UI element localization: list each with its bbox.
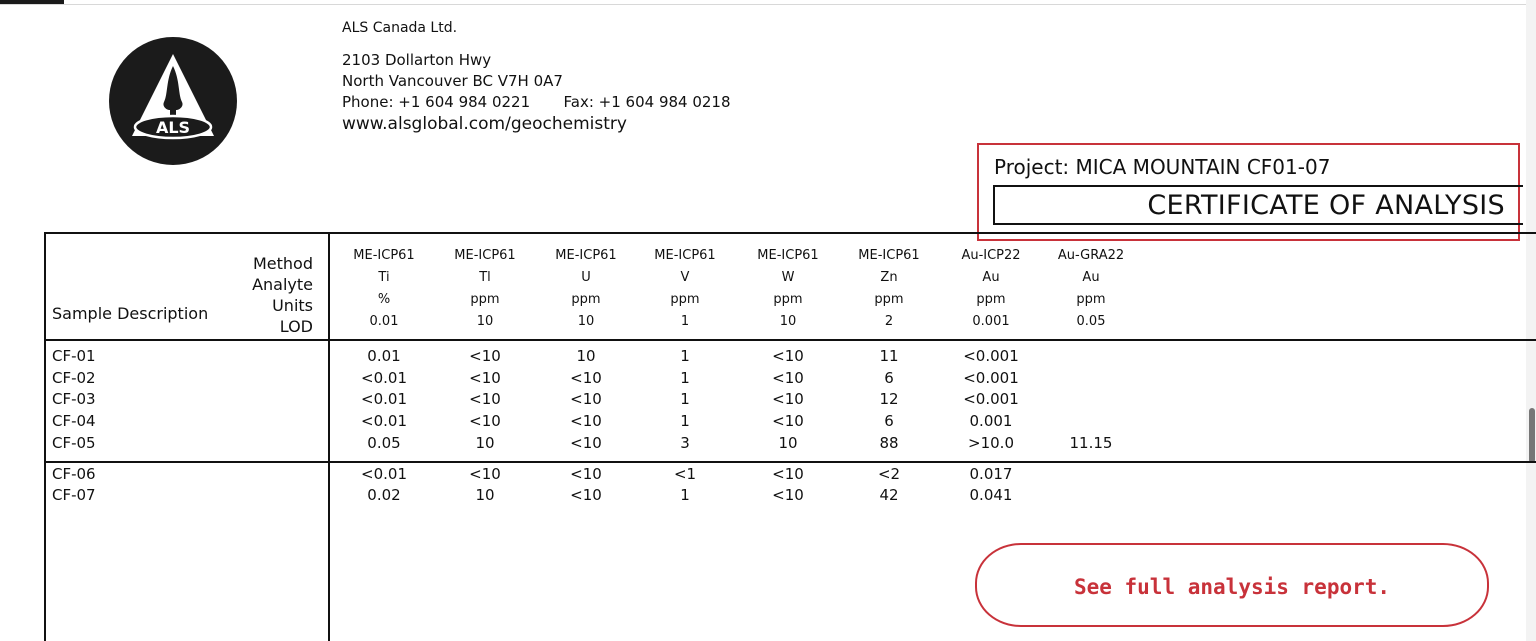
- column-analyte: Au: [982, 270, 1000, 285]
- table-cell: <10: [469, 347, 501, 365]
- table-cell: 1: [680, 390, 690, 408]
- table-cell: <10: [469, 412, 501, 430]
- see-full-report-note: See full analysis report.: [1073, 575, 1391, 599]
- table-cell: 1: [680, 486, 690, 504]
- certificate-title-box: [993, 185, 1523, 225]
- table-cell: <10: [570, 486, 602, 504]
- company-street: 2103 Dollarton Hwy: [342, 51, 492, 69]
- table-cell: 11.15: [1069, 434, 1113, 452]
- column-analyte: W: [781, 270, 795, 285]
- table-cell: <10: [469, 369, 501, 387]
- table-cell: <10: [772, 347, 804, 365]
- table-cell: 11: [879, 347, 899, 365]
- column-lod: 0.01: [369, 314, 399, 329]
- table-cell: 3: [680, 434, 690, 452]
- project-name: Project: MICA MOUNTAIN CF01-07: [994, 155, 1331, 179]
- table-cell: 0.01: [367, 347, 401, 365]
- top-divider: [0, 4, 1536, 5]
- column-analyte: Au: [1082, 270, 1100, 285]
- table-cell: <0.01: [361, 465, 407, 483]
- table-cell: 10: [475, 434, 495, 452]
- column-units: %: [377, 292, 391, 307]
- table-border-left: [44, 232, 46, 641]
- table-cell: <10: [570, 434, 602, 452]
- table-cell: <0.001: [963, 369, 1019, 387]
- table-column-divider: [328, 232, 330, 641]
- table-cell: <10: [772, 465, 804, 483]
- column-units: ppm: [976, 292, 1006, 307]
- column-method: ME-ICP61: [858, 248, 920, 263]
- certificate-title: CERTIFICATE OF ANALYSIS: [1147, 190, 1505, 221]
- company-website[interactable]: www.alsglobal.com/geochemistry: [342, 114, 627, 134]
- table-cell: 1: [680, 347, 690, 365]
- table-cell: <10: [570, 369, 602, 387]
- table-cell: 0.041: [969, 486, 1013, 504]
- column-method: ME-ICP61: [454, 248, 516, 263]
- column-analyte: V: [680, 270, 690, 285]
- table-cell: 42: [879, 486, 899, 504]
- company-fax: Fax: +1 604 984 0218: [563, 93, 731, 111]
- sample-id: CF-06: [52, 465, 96, 483]
- table-cell: <10: [570, 412, 602, 430]
- company-name: ALS Canada Ltd.: [342, 20, 458, 36]
- table-cell: <1: [673, 465, 697, 483]
- column-lod: 1: [680, 314, 690, 329]
- sample-id: CF-05: [52, 434, 96, 452]
- column-units: ppm: [571, 292, 601, 307]
- analyte-label: Analyte: [252, 275, 313, 294]
- sample-id: CF-07: [52, 486, 96, 504]
- table-cell: <10: [772, 390, 804, 408]
- column-lod: 2: [884, 314, 894, 329]
- table-cell: <0.001: [963, 390, 1019, 408]
- sample-id: CF-04: [52, 412, 96, 430]
- company-phone: Phone: +1 604 984 0221: [342, 93, 531, 111]
- table-cell: <10: [469, 390, 501, 408]
- column-method: ME-ICP61: [654, 248, 716, 263]
- table-cell: <10: [570, 465, 602, 483]
- table-cell: <10: [469, 465, 501, 483]
- company-contact: [342, 93, 731, 111]
- table-cell: <0.01: [361, 412, 407, 430]
- sample-id: CF-02: [52, 369, 96, 387]
- scrollbar-thumb[interactable]: [1529, 408, 1535, 463]
- column-lod: 0.001: [972, 314, 1010, 329]
- table-cell: 6: [884, 369, 894, 387]
- table-cell: 6: [884, 412, 894, 430]
- table-cell: 10: [576, 347, 596, 365]
- column-method: ME-ICP61: [757, 248, 819, 263]
- company-city: North Vancouver BC V7H 0A7: [342, 72, 563, 90]
- column-method: ME-ICP61: [555, 248, 617, 263]
- lod-label: LOD: [279, 317, 313, 336]
- logo-text: ALS: [155, 118, 191, 137]
- table-cell: <10: [772, 369, 804, 387]
- sample-id: CF-03: [52, 390, 96, 408]
- table-cell: <0.01: [361, 369, 407, 387]
- column-units: ppm: [470, 292, 500, 307]
- column-units: ppm: [670, 292, 700, 307]
- table-cell: 10: [778, 434, 798, 452]
- column-lod: 0.05: [1076, 314, 1106, 329]
- table-cell: 0.001: [969, 412, 1013, 430]
- table-cell: <10: [570, 390, 602, 408]
- table-cell: <2: [877, 465, 901, 483]
- column-lod: 10: [577, 314, 595, 329]
- table-cell: <0.001: [963, 347, 1019, 365]
- table-cell: 12: [879, 390, 899, 408]
- method-label: Method: [252, 254, 313, 273]
- column-units: ppm: [874, 292, 904, 307]
- column-units: ppm: [773, 292, 803, 307]
- column-analyte: Ti: [378, 270, 390, 285]
- sample-description-header: Sample Description: [52, 304, 209, 323]
- table-cell: 88: [879, 434, 899, 452]
- table-cell: <10: [772, 412, 804, 430]
- scrollbar-track[interactable]: [1526, 0, 1536, 641]
- table-cell: 0.02: [367, 486, 401, 504]
- table-cell: >10.0: [968, 434, 1014, 452]
- column-lod: 10: [779, 314, 797, 329]
- table-cell: <0.01: [361, 390, 407, 408]
- column-analyte: Zn: [880, 270, 898, 285]
- column-method: ME-ICP61: [353, 248, 415, 263]
- table-cell: <10: [772, 486, 804, 504]
- column-analyte: U: [581, 270, 591, 285]
- column-units: ppm: [1076, 292, 1106, 307]
- table-header-divider: [44, 339, 1536, 341]
- column-lod: 10: [476, 314, 494, 329]
- table-cell: 1: [680, 369, 690, 387]
- column-analyte: Tl: [479, 270, 491, 285]
- column-method: Au-GRA22: [1057, 248, 1125, 263]
- table-cell: 0.017: [969, 465, 1013, 483]
- column-method: Au-ICP22: [961, 248, 1021, 263]
- table-cell: 1: [680, 412, 690, 430]
- sample-id: CF-01: [52, 347, 96, 365]
- units-label: Units: [272, 296, 313, 315]
- als-logo: [108, 36, 238, 166]
- table-border-top: [44, 232, 1536, 234]
- table-cell: 10: [475, 486, 495, 504]
- table-group-divider: [44, 461, 1536, 463]
- table-cell: 0.05: [367, 434, 401, 452]
- note-highlight-oval: [975, 543, 1489, 627]
